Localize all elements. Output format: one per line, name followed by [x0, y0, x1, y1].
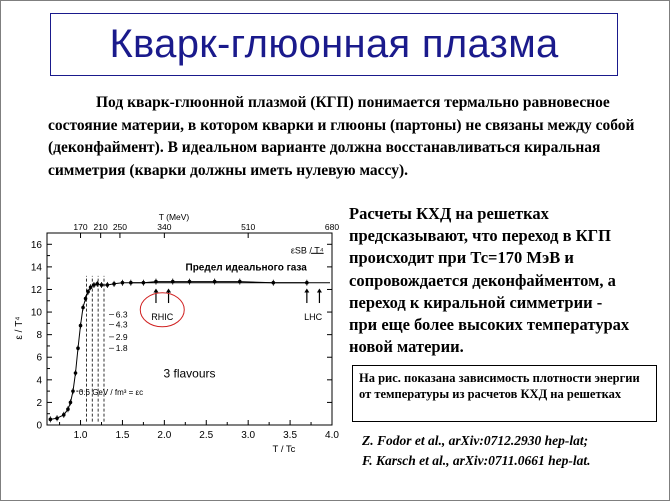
data-point — [69, 401, 73, 405]
data-point — [92, 283, 96, 287]
y-tick-label: 2 — [36, 397, 42, 409]
dashed-line-label: 2.9 — [115, 331, 128, 342]
y-tick-label: 8 — [36, 330, 42, 342]
reference-karsch: F. Karsch et al., arXiv:0711.0661 hep-lat. — [362, 453, 591, 468]
y-tick-label: 12 — [30, 284, 42, 296]
data-point — [84, 297, 88, 301]
top-tick-label: 210 — [93, 222, 108, 232]
data-point — [106, 283, 110, 287]
data-point — [66, 407, 70, 411]
data-point — [129, 281, 133, 285]
x-tick-label: 3.0 — [241, 430, 256, 441]
data-point — [188, 280, 192, 284]
data-point — [112, 282, 116, 286]
data-point — [79, 324, 83, 328]
collider-arrow-head — [304, 288, 309, 292]
x-axis-label: T / Tc — [272, 444, 296, 455]
collider-label: LHC — [304, 311, 323, 322]
data-point — [100, 283, 104, 287]
lattice-text-line: Расчеты КХД на решетках — [349, 204, 549, 223]
data-point — [121, 281, 125, 285]
x-tick-label: 3.5 — [283, 430, 298, 441]
data-point — [89, 285, 93, 289]
top-tick-label: 510 — [241, 222, 256, 232]
ideal-gas-label: Предел идеального газа — [185, 262, 307, 274]
data-point — [49, 418, 53, 422]
reference-fodor: Z. Fodor et al., arXiv:0712.2930 hep-lat; — [362, 433, 589, 448]
dashed-line-label: 6.3 — [115, 309, 128, 320]
dashed-line-label: 4.3 — [115, 319, 128, 330]
lattice-text-line: переход к киральной симметрии - — [349, 292, 603, 312]
collider-arrow-head — [153, 288, 158, 292]
data-point — [55, 416, 59, 420]
collider-label: RHIC — [151, 311, 174, 322]
data-point — [81, 306, 85, 310]
intro-paragraph: Под кварк-глюонной плазмой (КГП) понимается термально равновесное состояние материи, в котором кварки и глюоны (партоны) не связаны между собой (деконфаймент). В идеальном варианте должна восстанавливаться киральная симметрия (кварки должны иметь нулевую массу). — [48, 94, 635, 179]
flavours-label: 3 flavours — [163, 366, 216, 381]
y-tick-label: 14 — [30, 262, 42, 274]
x-tick-label: 4.0 — [325, 430, 339, 441]
data-point — [171, 280, 175, 284]
references — [362, 431, 662, 471]
y-tick-label: 4 — [36, 375, 42, 387]
epsilon-c-label: 0.6 GeV / fm³ = εc — [78, 388, 144, 398]
figure-caption: На рис. показана зависимость плотности энергии от температуры из расчетов КХД на решетках — [359, 371, 640, 401]
top-tick-label: 250 — [112, 222, 128, 232]
data-point — [74, 371, 78, 375]
data-point — [238, 280, 242, 284]
slide-title: Кварк-глюонная плазма — [109, 22, 559, 66]
data-point — [305, 281, 309, 285]
top-tick-label: 680 — [324, 222, 340, 232]
top-tick-label: 340 — [157, 222, 172, 232]
sb-label: εSB / T⁴ — [290, 245, 324, 256]
y-axis-label: ε / T⁴ — [14, 316, 25, 340]
lattice-text-line: новой материи. — [349, 337, 464, 357]
top-tick-label: 170 — [73, 222, 88, 232]
lattice-text-line: сопровождается деконфайментом, а — [349, 270, 616, 290]
data-point — [71, 389, 75, 393]
lattice-qcd-text — [349, 203, 669, 358]
collider-arrow-head — [166, 288, 171, 292]
x-tick-label: 2.0 — [157, 430, 172, 441]
y-tick-label: 16 — [30, 239, 42, 251]
energy-density-curve — [50, 282, 307, 420]
data-point — [95, 282, 99, 286]
x-tick-label: 2.5 — [199, 430, 214, 441]
data-point — [76, 346, 80, 350]
dashed-line-label: 1.8 — [115, 343, 128, 354]
slide-title-box — [50, 13, 618, 76]
data-point — [86, 290, 90, 294]
lattice-text-line: предсказывают, что переход в КГП — [349, 226, 611, 246]
data-point — [142, 281, 146, 285]
collider-arrow-head — [317, 288, 322, 292]
data-point — [62, 413, 66, 417]
energy-density-chart — [12, 212, 344, 470]
x-tick-label: 1.5 — [115, 430, 130, 441]
y-tick-label: 0 — [36, 420, 42, 432]
data-point — [272, 281, 276, 285]
lattice-text-line: происходит при Тс=170 МэВ и — [349, 248, 574, 268]
y-tick-label: 6 — [36, 352, 42, 364]
lattice-text-line: при еще более высоких температурах — [349, 315, 630, 335]
x-tick-label: 1.0 — [73, 430, 88, 441]
figure-caption-box — [352, 365, 657, 422]
top-axis-label: T (MeV) — [158, 212, 190, 222]
data-point — [213, 280, 217, 284]
data-point — [154, 280, 158, 284]
y-tick-label: 10 — [30, 307, 42, 319]
